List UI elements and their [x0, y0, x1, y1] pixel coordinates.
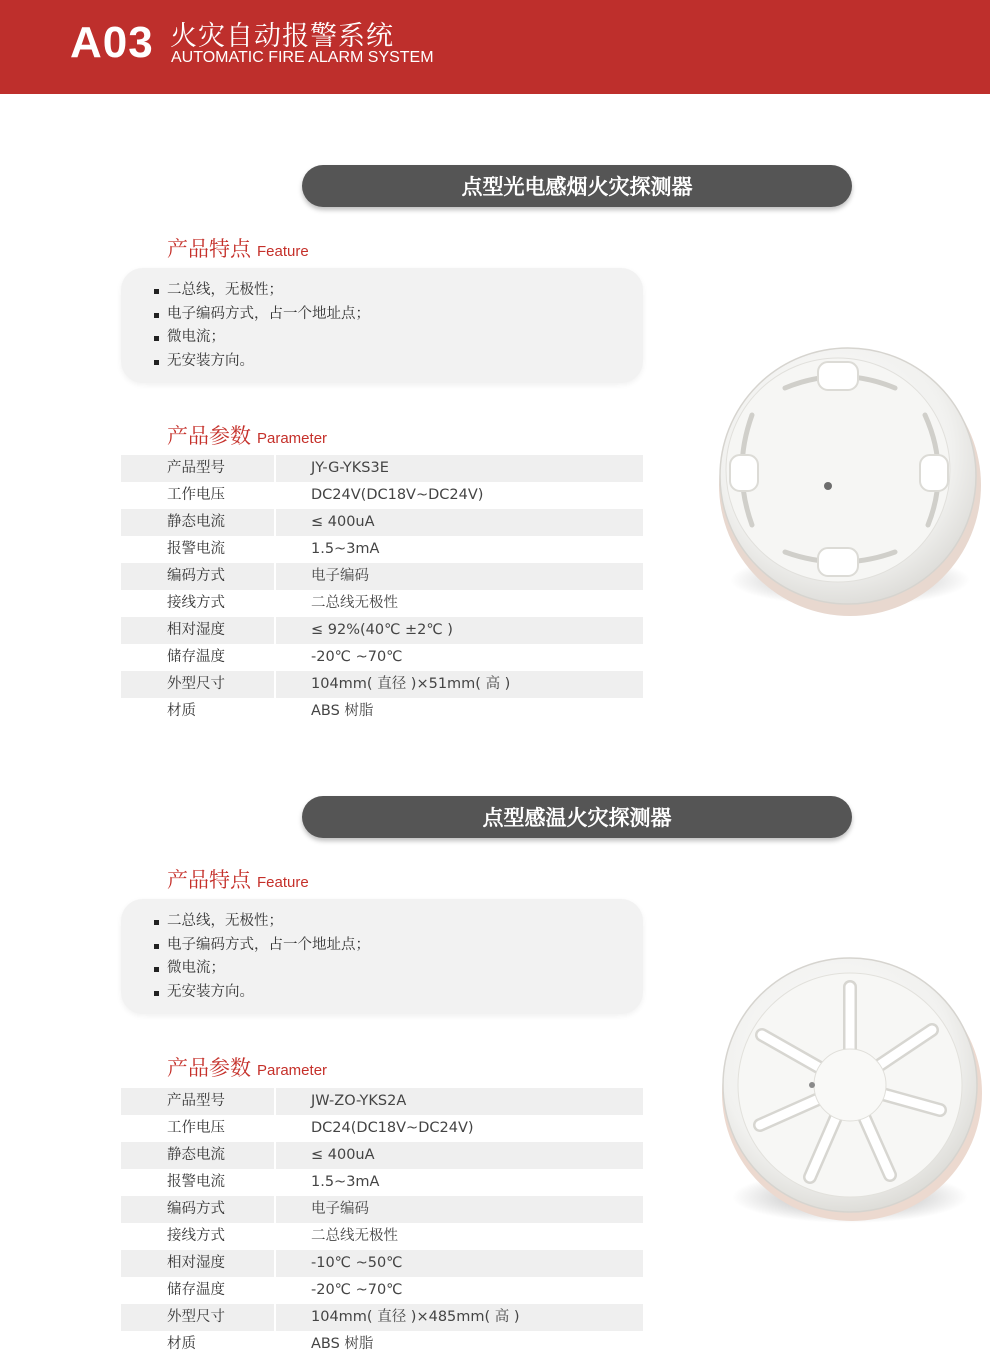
param-key: 相对湿度 [167, 622, 225, 638]
param-value: 二总线无极性 [311, 595, 398, 611]
page-header [0, 0, 990, 94]
param-key: 产品型号 [167, 460, 225, 476]
table-row [121, 1304, 643, 1331]
param-key: 材质 [167, 1336, 196, 1352]
product-title: 点型光电感烟火灾探测器 [461, 175, 693, 199]
table-row [121, 1142, 643, 1169]
feature-heading [167, 864, 309, 894]
param-key: 储存温度 [167, 649, 225, 665]
param-value: 1.5~3mA [311, 541, 380, 557]
table-row [121, 1277, 643, 1304]
param-key: 产品型号 [167, 1093, 225, 1109]
table-row [121, 1088, 643, 1115]
param-value: -20℃ ~70℃ [311, 1282, 403, 1298]
parameter-heading-en: Parameter [257, 1062, 328, 1079]
table-row [121, 563, 643, 590]
feature-item: 二总线，无极性； [154, 279, 643, 303]
param-key: 接线方式 [167, 1228, 225, 1244]
param-value: -20℃ ~70℃ [311, 649, 403, 665]
feature-heading-cn: 产品特点 [167, 237, 251, 261]
feature-item: 电子编码方式，占一个地址点； [154, 303, 643, 327]
param-value: JW-ZO-YKS2A [311, 1093, 407, 1109]
table-row [121, 1331, 643, 1358]
parameter-heading-cn: 产品参数 [167, 424, 251, 448]
param-key: 工作电压 [167, 487, 225, 503]
param-value: DC24V(DC18V~DC24V) [311, 487, 484, 503]
param-value: 二总线无极性 [311, 1228, 398, 1244]
parameter-heading-en: Parameter [257, 430, 328, 447]
parameter-heading-cn: 产品参数 [167, 1056, 251, 1080]
table-row [121, 698, 643, 725]
param-value: JY-G-YKS3E [311, 460, 389, 476]
param-key: 储存温度 [167, 1282, 225, 1298]
param-key: 编码方式 [167, 568, 225, 584]
catalog-code: A03 [70, 18, 154, 67]
param-key: 材质 [167, 703, 196, 719]
feature-heading-en: Feature [257, 243, 309, 260]
feature-list-box [121, 899, 643, 1014]
param-value: ≤ 92%(40℃ ±2℃ ) [311, 622, 453, 638]
feature-list-box [121, 268, 643, 383]
table-row [121, 671, 643, 698]
table-row [121, 590, 643, 617]
param-key: 相对湿度 [167, 1255, 225, 1271]
param-value: ≤ 400uA [311, 514, 375, 530]
parameter-table [121, 455, 643, 725]
feature-item: 无安装方向。 [154, 350, 643, 374]
param-value: ABS 树脂 [311, 1336, 374, 1352]
smoke-detector-image [700, 310, 990, 640]
table-row [121, 1169, 643, 1196]
product-title: 点型感温火灾探测器 [482, 806, 672, 830]
param-value: 1.5~3mA [311, 1174, 380, 1190]
product-title-bar [302, 165, 852, 207]
feature-heading-en: Feature [257, 874, 309, 891]
param-key: 报警电流 [167, 1174, 225, 1190]
param-key: 工作电压 [167, 1120, 225, 1136]
feature-item: 电子编码方式，占一个地址点； [154, 934, 643, 958]
param-value: ≤ 400uA [311, 1147, 375, 1163]
product-title-bar [302, 796, 852, 838]
table-row [121, 1223, 643, 1250]
param-value: 电子编码 [311, 1201, 369, 1217]
param-key: 外型尺寸 [167, 676, 225, 692]
param-value: DC24(DC18V~DC24V) [311, 1120, 474, 1136]
feature-item: 无安装方向。 [154, 981, 643, 1005]
param-value: ABS 树脂 [311, 703, 374, 719]
param-value: 104mm( 直径 )×51mm( 高 ) [311, 676, 511, 692]
feature-item: 微电流； [154, 326, 643, 350]
table-row [121, 536, 643, 563]
feature-item: 二总线，无极性； [154, 910, 643, 934]
table-row [121, 1250, 643, 1277]
table-row [121, 455, 643, 482]
param-key: 接线方式 [167, 595, 225, 611]
table-row [121, 509, 643, 536]
parameter-table [121, 1088, 643, 1358]
param-key: 外型尺寸 [167, 1309, 225, 1325]
table-row [121, 482, 643, 509]
param-key: 报警电流 [167, 541, 225, 557]
heat-detector-image [700, 935, 990, 1265]
param-value: 104mm( 直径 )×485mm( 高 ) [311, 1309, 520, 1325]
param-key: 编码方式 [167, 1201, 225, 1217]
table-row [121, 617, 643, 644]
parameter-heading [167, 1052, 327, 1082]
table-row [121, 644, 643, 671]
feature-list [121, 268, 643, 373]
table-row [121, 1115, 643, 1142]
parameter-heading [167, 420, 327, 450]
param-key: 静态电流 [167, 514, 225, 530]
table-row [121, 1196, 643, 1223]
feature-list [121, 899, 643, 1004]
param-value: 电子编码 [311, 568, 369, 584]
feature-heading-cn: 产品特点 [167, 868, 251, 892]
header-title-cn: 火灾自动报警系统 [170, 21, 394, 52]
header-title-en: AUTOMATIC FIRE ALARM SYSTEM [171, 49, 434, 66]
feature-heading [167, 233, 309, 263]
param-value: -10℃ ~50℃ [311, 1255, 403, 1271]
param-key: 静态电流 [167, 1147, 225, 1163]
feature-item: 微电流； [154, 957, 643, 981]
